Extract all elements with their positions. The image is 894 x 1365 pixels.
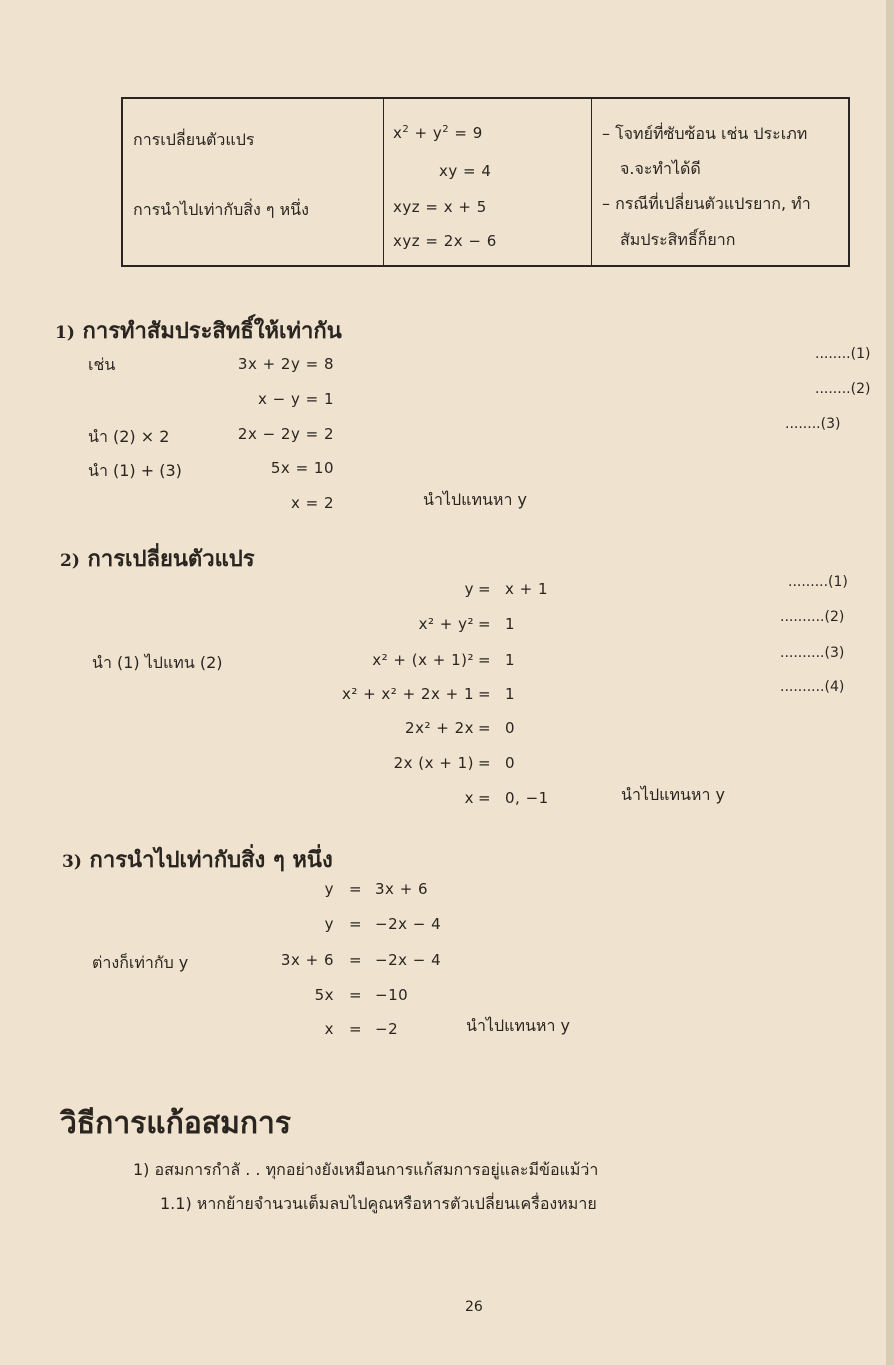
- section3-lhs-3: 3x + 6: [280, 951, 334, 969]
- section2-lhs-5: 2x² + 2x: [405, 719, 474, 737]
- section3-note: นำไปแทนหา y: [466, 1016, 571, 1035]
- section2-rhs-7: 0, −1: [505, 789, 549, 807]
- section1-note: นำไปแทนหา y: [423, 490, 528, 509]
- section2-equals: =: [478, 789, 492, 807]
- table-method-2: การนำไปเท่ากับสิ่ง ๆ หนึ่ง: [133, 200, 309, 219]
- section2-note: นำไปแทนหา y: [621, 785, 726, 804]
- section3-rhs-2: −2x − 4: [375, 915, 442, 933]
- section1-eq-3: 2x − 2y = 2: [237, 425, 334, 443]
- section3-equals: =: [349, 1020, 363, 1038]
- table-note-3: – กรณีที่เปลี่ยนตัวแปรยาก, ทำ: [602, 194, 811, 213]
- section2-ref-2: ..........(2): [780, 609, 845, 625]
- section2-rhs-2: 1: [505, 615, 516, 633]
- section2-equals: =: [478, 754, 492, 772]
- table-eq-4: xyz = 2x − 6: [393, 232, 497, 250]
- section1-step-label: นำ (1) + (3): [88, 461, 182, 480]
- page-number: 26: [465, 1299, 483, 1315]
- page-edge: [886, 0, 894, 1365]
- table-note-1: – โจทย์ที่ซับซ้อน เช่น ประเภท: [602, 124, 808, 143]
- section3-lhs-4: 5x: [314, 986, 334, 1004]
- section2-ref-3: ..........(3): [780, 645, 845, 661]
- section2-equals: =: [478, 651, 492, 669]
- section1-eq-1: 3x + 2y = 8: [237, 355, 334, 373]
- section2-lhs-4: x² + x² + 2x + 1: [341, 685, 474, 703]
- section2-rhs-5: 0: [505, 719, 516, 737]
- section1-eq-5: x = 2: [290, 494, 334, 512]
- section3-lhs-5: x: [324, 1020, 334, 1038]
- section1-ref-2: ........(2): [815, 381, 871, 397]
- section3-equals: =: [349, 880, 363, 898]
- section2-rhs-4: 1: [505, 685, 516, 703]
- table-eq-3: xyz = x + 5: [393, 198, 487, 216]
- section3-equals: =: [349, 915, 363, 933]
- section1-example-label: เช่น: [88, 355, 116, 374]
- section2-equals: =: [478, 615, 492, 633]
- section3-rhs-5: −2: [375, 1020, 399, 1038]
- section2-step-label: นำ (1) ไปแทน (2): [92, 653, 223, 672]
- section3-lhs-2: y: [324, 915, 334, 933]
- section2-equals: =: [478, 719, 492, 737]
- section3-rhs-1: 3x + 6: [375, 880, 429, 898]
- section2-lhs-2: x² + y²: [418, 615, 474, 633]
- section3-rhs-4: −10: [375, 986, 409, 1004]
- table-note-4: สัมประสิทธิ์ก็ยาก: [620, 230, 736, 249]
- section1-heading: 1) การทำสัมประสิทธิ์ให้เท่ากัน: [55, 318, 342, 344]
- section1-ref-3: ........(3): [785, 416, 841, 432]
- section1-step-label: นำ (2) × 2: [88, 427, 170, 446]
- section3-equals: =: [349, 986, 363, 1004]
- table-eq-1: $x^2 + y^2 = 9$: [393, 124, 483, 142]
- section3-heading: 3) การนำไปเท่ากับสิ่ง ๆ หนึ่ง: [62, 847, 333, 873]
- table-divider: [383, 99, 384, 265]
- section1-eq-4: 5x = 10: [270, 459, 334, 477]
- section1-ref-1: ........(1): [815, 346, 871, 362]
- section2-ref-1: .........(1): [788, 574, 848, 590]
- section3-lhs-1: y: [324, 880, 334, 898]
- section2-lhs-1: y: [464, 580, 474, 598]
- section2-equals: =: [478, 580, 492, 598]
- section2-lhs-3: x² + (x + 1)²: [372, 651, 474, 669]
- section3-rhs-3: −2x − 4: [375, 951, 442, 969]
- table-divider: [591, 99, 592, 265]
- section2-rhs-1: x + 1: [505, 580, 549, 598]
- table-method-1: การเปลี่ยนตัวแปร: [133, 130, 255, 149]
- section2-rhs-3: 1: [505, 651, 516, 669]
- section2-lhs-6: 2x (x + 1): [393, 754, 474, 772]
- section2-ref-4: ..........(4): [780, 679, 845, 695]
- section2-heading: 2) การเปลี่ยนตัวแปร: [60, 546, 255, 572]
- methods-title: วิธีการแก้อสมการ: [60, 1106, 292, 1141]
- methods-line-2: 1.1) หากย้ายจำนวนเต็มลบไปคูณหรือหารตัวเปลี่ยนเครื่องหมาย: [160, 1194, 597, 1213]
- section1-eq-2: x − y = 1: [257, 390, 334, 408]
- methods-line-1: 1) อสมการกำลั . . ทุกอย่างยังเหมือนการแก้สมการอยู่และมีข้อแม้ว่า: [133, 1160, 599, 1179]
- table-eq-2: xy = 4: [439, 162, 492, 180]
- table-note-2: จ.จะทำได้ดี: [620, 159, 701, 178]
- section3-equals: =: [349, 951, 363, 969]
- section3-step-label: ต่างก็เท่ากับ y: [92, 953, 189, 972]
- section2-equals: =: [478, 685, 492, 703]
- section2-lhs-7: x: [464, 789, 474, 807]
- section2-rhs-6: 0: [505, 754, 516, 772]
